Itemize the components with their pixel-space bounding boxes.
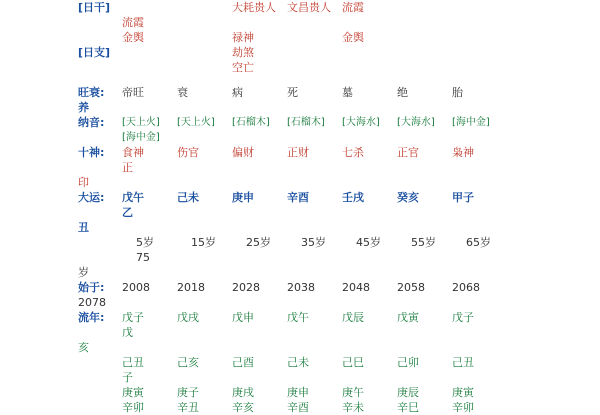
age-cell: 75 (136, 251, 150, 264)
liunian-cell[interactable]: 庚戌 (232, 386, 254, 399)
shensha-cell: 金舆 (122, 31, 144, 44)
shensha-cell (342, 45, 397, 60)
dayun-row (78, 190, 522, 220)
liunian-cell[interactable]: 庚申 (287, 386, 309, 399)
shishen-row (78, 145, 522, 175)
liunian-row-2 (78, 355, 522, 385)
liunian-row-1 (78, 310, 522, 340)
age-cell: 65岁 (466, 236, 491, 249)
dayun-cell[interactable]: 甲子 (452, 191, 474, 204)
dayun-cell[interactable]: 庚申 (232, 191, 254, 204)
age-cell: 25岁 (246, 236, 271, 249)
liunian-row-3 (78, 385, 522, 400)
nayin-cells (122, 115, 522, 145)
shensha-cell: 流霞 (342, 1, 364, 14)
age-cell: 35岁 (301, 236, 326, 249)
dayun-cells (122, 190, 522, 220)
startyear-cell: 2008 (122, 281, 150, 294)
rigan-label: [日干] (78, 1, 111, 14)
liunian-cell[interactable]: 己酉 (232, 356, 254, 369)
liunian-cell[interactable]: 戊子 (452, 311, 474, 324)
shensha-cell (122, 60, 177, 75)
liunian-cell[interactable]: 庚辰 (397, 386, 419, 399)
liunian-cells-2 (122, 355, 522, 385)
shensha-cell (342, 15, 397, 30)
rizhi-label: [日支] (78, 46, 111, 59)
spacer-after-shensha (78, 75, 522, 85)
shensha-cell: 文昌贵人 (287, 1, 331, 14)
dayun-cell[interactable]: 戊午 (122, 191, 144, 204)
liunian-cell[interactable]: 戊申 (232, 311, 254, 324)
shensha-cell (122, 0, 177, 15)
shensha-cell: 劫煞 (232, 46, 254, 59)
shishen-cell: 七杀 (342, 146, 364, 159)
liunian-cell[interactable]: 己巳 (342, 356, 364, 369)
shensha-cell: 金舆 (342, 31, 364, 44)
shishen-overflow: 印 (78, 176, 89, 189)
age-cell: 5岁 (136, 236, 154, 249)
dayun-overflow: 丑 (78, 221, 89, 234)
liunian-cell[interactable]: 己丑 (452, 356, 474, 369)
nayin-cell: [海中金] (452, 117, 490, 128)
liunian-cell[interactable]: 辛丑 (177, 401, 199, 414)
shishen-cell: 偏财 (232, 146, 254, 159)
shensha-cell (177, 60, 232, 75)
wangshuai-overflow-row (78, 100, 522, 115)
wangshuai-cell: 病 (232, 86, 243, 99)
age-cell: 45岁 (356, 236, 381, 249)
liunian-cell[interactable]: 庚子 (177, 386, 199, 399)
liunian-overflow-1 (78, 340, 522, 355)
liunian-cell[interactable]: 庚寅 (122, 386, 144, 399)
nayin-cell: [石榴木] (287, 117, 325, 128)
shensha-cell (177, 30, 232, 45)
shensha-row-1 (78, 0, 522, 15)
shishen-cell: 食神 (122, 146, 144, 159)
nayin-row (78, 115, 522, 145)
liunian-cells-3 (122, 385, 522, 400)
nayin-cell: [天上火] (122, 117, 160, 128)
wangshuai-overflow: 养 (78, 101, 89, 114)
shensha-cell: 流霞 (122, 16, 144, 29)
startyear-cell: 2038 (287, 281, 315, 294)
liunian-cell[interactable]: 辛亥 (232, 401, 254, 414)
nayin-cell: [大海水] (342, 117, 380, 128)
shensha-cell (287, 30, 342, 45)
shishen-cell: 正财 (287, 146, 309, 159)
liunian-cells-1 (122, 310, 522, 340)
nayin-cell: [石榴木] (232, 117, 270, 128)
liunian-cell[interactable]: 己未 (287, 356, 309, 369)
wangshuai-cells (122, 85, 522, 100)
liunian-cell[interactable]: 子 (122, 371, 133, 384)
startyear-label: 始于: (78, 281, 105, 294)
startyear-cell: 2048 (342, 281, 370, 294)
startyear-overflow: 2078 (78, 296, 106, 309)
shensha-row-5 (78, 60, 522, 75)
wangshuai-label: 旺衰: (78, 86, 105, 99)
shensha-cells-4 (122, 45, 522, 60)
shensha-cell (287, 60, 342, 75)
startyear-cell: 2018 (177, 281, 205, 294)
shensha-cell (177, 15, 232, 30)
liunian-cell[interactable]: 辛未 (342, 401, 364, 414)
shensha-cells-1 (122, 0, 522, 15)
shensha-cells-3 (122, 30, 522, 45)
liunian-cell[interactable]: 辛卯 (122, 401, 144, 414)
dayun-label: 大运: (78, 191, 105, 204)
nayin-label: 纳音: (78, 116, 105, 129)
ages-overflow: 岁 (78, 266, 89, 279)
shishen-cell: 枭神 (452, 146, 474, 159)
wangshuai-cell: 墓 (342, 86, 353, 99)
ages-cells (122, 235, 522, 265)
wangshuai-cell: 衰 (177, 86, 188, 99)
shensha-cell (287, 45, 342, 60)
liunian-cells-4 (122, 400, 522, 415)
liunian-label: 流年: (78, 311, 105, 324)
liunian-cell[interactable]: 戊 (122, 326, 133, 339)
wangshuai-cell: 绝 (397, 86, 408, 99)
dayun-cell[interactable]: 壬戌 (342, 191, 364, 204)
shensha-cell: 空亡 (232, 61, 254, 74)
dayun-cell[interactable]: 癸亥 (397, 191, 419, 204)
shensha-cell: 禄神 (232, 31, 254, 44)
ages-overflow-row (78, 265, 522, 280)
shensha-cell (342, 60, 397, 75)
age-cell: 55岁 (411, 236, 436, 249)
startyear-cell: 2058 (397, 281, 425, 294)
shensha-cell: 大耗贵人 (232, 1, 276, 14)
shensha-cell (122, 45, 177, 60)
startyear-overflow-row (78, 295, 522, 310)
startyear-cell: 2068 (452, 281, 480, 294)
startyear-cell: 2028 (232, 281, 260, 294)
ages-row (78, 235, 522, 265)
liunian-cell[interactable]: 辛巳 (397, 401, 419, 414)
liunian-cell[interactable]: 己亥 (177, 356, 199, 369)
dayun-overflow-row (78, 220, 522, 235)
shishen-cells (122, 145, 522, 175)
wangshuai-cell: 胎 (452, 86, 463, 99)
liunian-row-4 (78, 400, 522, 415)
left-margin (0, 0, 78, 400)
wangshuai-row (78, 85, 522, 100)
shishen-cell: 正官 (397, 146, 419, 159)
wangshuai-cell: 死 (287, 86, 298, 99)
shishen-cell: 正 (122, 161, 133, 174)
startyear-cells (122, 280, 522, 295)
startyear-row (78, 280, 522, 295)
nayin-cell: [天上火] (177, 117, 215, 128)
dayun-cell[interactable]: 辛酉 (287, 191, 309, 204)
nayin-cell: [大海水] (397, 117, 435, 128)
shishen-cell: 伤官 (177, 146, 199, 159)
liunian-overflow-1-label: 亥 (78, 341, 89, 354)
shensha-row-2 (78, 15, 522, 30)
shensha-cells-5 (122, 60, 522, 75)
dayun-cell[interactable]: 己未 (177, 191, 199, 204)
dayun-cell[interactable]: 乙 (122, 206, 133, 219)
age-cell: 15岁 (191, 236, 216, 249)
shensha-row-3 (78, 30, 522, 45)
liunian-cell[interactable]: 戊子 (122, 311, 144, 324)
liunian-cell[interactable]: 己卯 (397, 356, 419, 369)
shensha-row-4 (78, 45, 522, 60)
liunian-cell[interactable]: 戊戌 (177, 311, 199, 324)
shensha-cell (177, 45, 232, 60)
shensha-cell (177, 0, 232, 15)
liunian-cell[interactable]: 戊寅 (397, 311, 419, 324)
liunian-cell[interactable]: 己丑 (122, 356, 144, 369)
shishen-label: 十神: (78, 146, 105, 159)
shensha-cells-2 (122, 15, 522, 30)
liunian-cell[interactable]: 辛酉 (287, 401, 309, 414)
chart-content (78, 0, 522, 414)
right-margin (522, 0, 600, 400)
liunian-cell[interactable]: 戊辰 (342, 311, 364, 324)
wangshuai-cell: 帝旺 (122, 86, 144, 99)
shensha-cell (287, 15, 342, 30)
shishen-overflow-row (78, 175, 522, 190)
shensha-cell (232, 15, 287, 30)
liunian-cell[interactable]: 辛卯 (452, 401, 474, 414)
liunian-cell[interactable]: 戊午 (287, 311, 309, 324)
liunian-cell[interactable]: 庚午 (342, 386, 364, 399)
nayin-cell: [海中金] (122, 132, 160, 143)
liunian-cell[interactable]: 庚寅 (452, 386, 474, 399)
